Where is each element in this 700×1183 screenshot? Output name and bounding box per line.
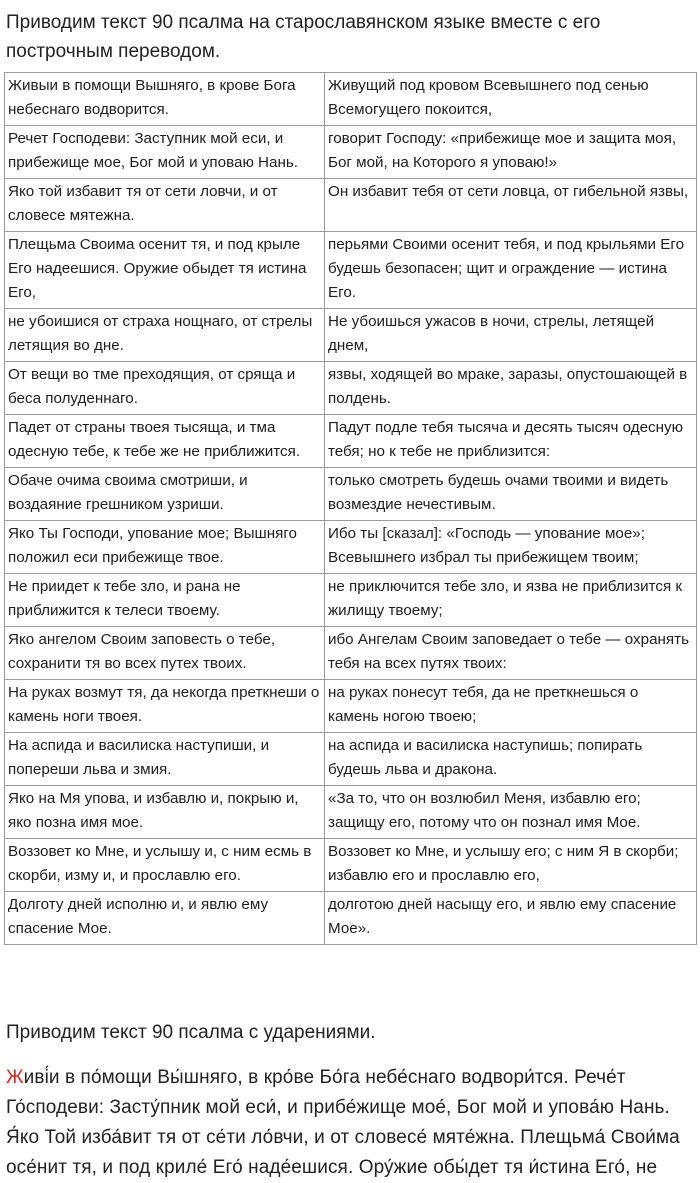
slavonic-cell: Яко Ты Господи, упование мое; Вышняго положил еси прибежище твое. xyxy=(5,521,325,574)
russian-cell: долготою дней насыщу его, и явлю ему спасение Мое». xyxy=(325,892,697,945)
russian-cell: Не убоишься ужасов в ночи, стрелы, летящей днем, xyxy=(325,309,697,362)
slavonic-cell: На руках возмут тя, да некогда преткнеши о камень ноги твоея. xyxy=(5,680,325,733)
stressed-psalm-text xyxy=(6,1063,692,1183)
russian-cell: на руках понесут тебя, да не преткнешься о камень ногою твоею; xyxy=(325,680,697,733)
slavonic-cell: Речет Господеви: Заступник мой еси, и прибежище мое, Бог мой и уповаю Нань. xyxy=(5,126,325,179)
table-row xyxy=(5,362,697,415)
table-row xyxy=(5,232,697,309)
russian-cell: Он избавит тебя от сети ловца, от гибельной язвы, xyxy=(325,179,697,232)
table-row xyxy=(5,786,697,839)
slavonic-cell: Яко на Мя упова, и избавлю и, покрыю и, яко позна имя мое. xyxy=(5,786,325,839)
russian-cell: Ибо ты [сказал]: «Господь — упование мое»; Всевышнего избрал ты прибежищем твоим; xyxy=(325,521,697,574)
table-row xyxy=(5,126,697,179)
table-row xyxy=(5,179,697,232)
table-row xyxy=(5,574,697,627)
slavonic-cell: Плещьма Своима осенит тя, и под крыле Его надеешися. Оружие обыдет тя истина Его, xyxy=(5,232,325,309)
slavonic-cell: Живыи в помощи Вышняго, в крове Бога небеснаго водворится. xyxy=(5,73,325,126)
slavonic-cell: не убоишися от страха нощнаго, от стрелы летящия во дне. xyxy=(5,309,325,362)
intro-paragraph: Приводим текст 90 псалма на старославянском языке вместе с его построчным переводом. xyxy=(6,12,601,62)
russian-cell: говорит Господу: «прибежище мое и защита моя, Бог мой, на Которого я уповаю!» xyxy=(325,126,697,179)
slavonic-cell: Воззовет ко Мне, и услышу и, с ним есмь в скорби, изму и, и прославлю его. xyxy=(5,839,325,892)
slavonic-cell: Падет от страны твоея тысяща, и тма одесную тебе, к тебе же не приближится. xyxy=(5,415,325,468)
drop-initial: Ж xyxy=(6,1067,24,1088)
russian-cell: «За то, что он возлюбил Меня, избавлю его; защищу его, потому что он познал имя Мое. xyxy=(325,786,697,839)
russian-cell: Воззовет ко Мне, и услышу его; с ним Я в скорби; избавлю его и прославлю его, xyxy=(325,839,697,892)
russian-cell: язвы, ходящей во мраке, заразы, опустошающей в полдень. xyxy=(325,362,697,415)
table-row xyxy=(5,73,697,126)
russian-cell: на аспида и василиска наступишь; попирать будешь льва и дракона. xyxy=(325,733,697,786)
slavonic-cell: Не приидет к тебе зло, и рана не приближится к телеси твоему. xyxy=(5,574,325,627)
table-row xyxy=(5,468,697,521)
slavonic-cell: Долготу дней исполню и, и явлю ему спасение Мое. xyxy=(5,892,325,945)
russian-cell: Падут подле тебя тысяча и десять тысяч одесную тебя; но к тебе не приблизится: xyxy=(325,415,697,468)
slavonic-cell: От вещи во тме преходящия, от сряща и беса полуденнаго. xyxy=(5,362,325,415)
stressed-body: иві́и в по́мощи Вы́шняго, в кро́ве Бо́га небе́снаго водвори́тся. Рече́т Го́сподеви: Засту́пник мой еси́, и прибе́жище мое́, Бог мой и упова́ю Нань. Я́ко Той изба́вит тя от се́ти ло́вчи, и от словесе́ мяте́жна. Плещьма́ Свои́ма осе́нит тя, и под криле́ Его́ наде́ешися. Ору́жие обы́дет тя и́стина Его́, не xyxy=(6,1067,680,1178)
stressed-text-heading: Приводим текст 90 псалма с ударениями. xyxy=(6,1022,376,1043)
table-row xyxy=(5,415,697,468)
slavonic-cell: Яко ангелом Своим заповесть о тебе, сохранити тя во всех путех твоих. xyxy=(5,627,325,680)
psalm-translation-table xyxy=(4,72,697,945)
slavonic-cell: Яко той избавит тя от сети ловчи, и от словесе мятежна. xyxy=(5,179,325,232)
table-row xyxy=(5,680,697,733)
table-row xyxy=(5,892,697,945)
russian-cell: перьями Своими осенит тебя, и под крыльями Его будешь безопасен; щит и ограждение — истина Его. xyxy=(325,232,697,309)
slavonic-cell: На аспида и василиска наступиши, и попереши льва и змия. xyxy=(5,733,325,786)
table-row xyxy=(5,627,697,680)
russian-cell: не приключится тебе зло, и язва не приблизится к жилищу твоему; xyxy=(325,574,697,627)
russian-cell: ибо Ангелам Своим заповедает о тебе — охранять тебя на всех путях твоих: xyxy=(325,627,697,680)
slavonic-cell: Обаче очима своима смотриши, и воздаяние грешником узриши. xyxy=(5,468,325,521)
table-row xyxy=(5,521,697,574)
russian-cell: Живущий под кровом Всевышнего под сенью Всемогущего покоится, xyxy=(325,73,697,126)
table-row xyxy=(5,839,697,892)
table-row xyxy=(5,309,697,362)
russian-cell: только смотреть будешь очами твоими и видеть возмездие нечестивым. xyxy=(325,468,697,521)
table-row xyxy=(5,733,697,786)
